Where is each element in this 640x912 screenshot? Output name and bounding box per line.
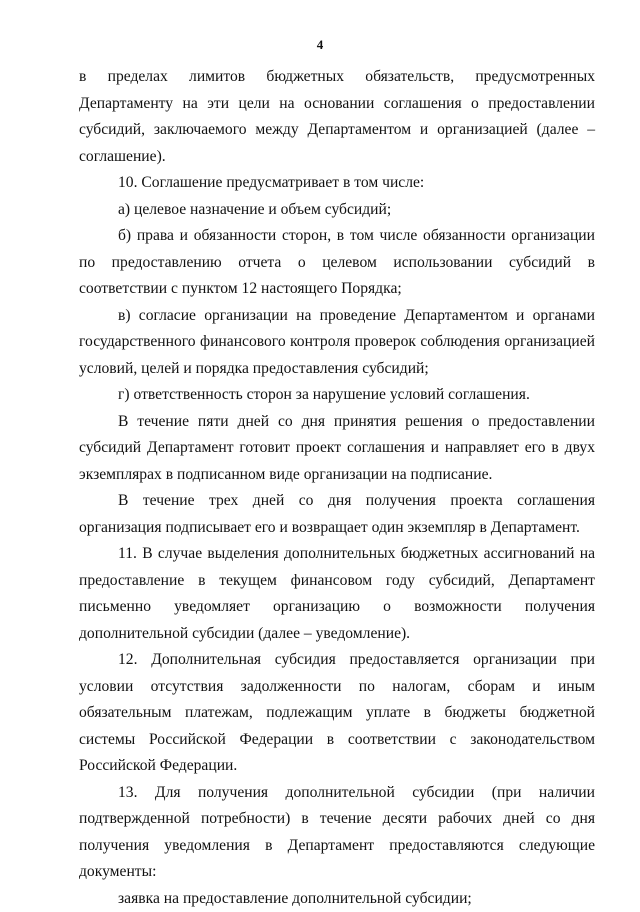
page-number: 4 xyxy=(0,37,640,53)
paragraph-item-13: 13. Для получения дополнительной субсидии (при наличии подтвержденной потребности) в течение десяти рабочих дней со дня получения уведомления в Департамент предоставляются следующие документы: xyxy=(79,780,595,886)
paragraph-item-10a: а) целевое назначение и объем субсидий; xyxy=(79,197,595,224)
paragraph-continuation: в пределах лимитов бюджетных обязательств, предусмотренных Департаменту на эти цели на основании соглашения о предоставлении субсидий, заключаемого между Департаментом и организацией (далее – соглашение). xyxy=(79,64,595,170)
paragraph-item-12: 12. Дополнительная субсидия предоставляется организации при условии отсутствия задолженности по налогам, сборам и иным обязательным платежам, подлежащим уплате в бюджеты бюджетной системы Российской Федерации в соответствии с законодательством Российской Федерации. xyxy=(79,647,595,780)
paragraph-item-10b: б) права и обязанности сторон, в том числе обязанности организации по предоставлению отчета о целевом использовании субсидий в соответствии с пунктом 12 настоящего Порядка; xyxy=(79,223,595,303)
paragraph-item-10v: в) согласие организации на проведение Департаментом и органами государственного финансового контроля проверок соблюдения организацией условий, целей и порядка предоставления субсидий; xyxy=(79,303,595,383)
paragraph-application: заявка на предоставление дополнительной субсидии; xyxy=(79,886,595,912)
paragraph-agreement-signing: В течение трех дней со дня получения проекта соглашения организация подписывает его и возвращает один экземпляр в Департамент. xyxy=(79,488,595,541)
paragraph-item-11: 11. В случае выделения дополнительных бюджетных ассигнований на предоставление в текущем финансовом году субсидий, Департамент письменно уведомляет организацию о возможности получения дополнительной субсидии (далее – уведомление). xyxy=(79,541,595,647)
paragraph-agreement-preparation: В течение пяти дней со дня принятия решения о предоставлении субсидий Департамент готовит проект соглашения и направляет его в двух экземплярах в подписанном виде организации на подписание. xyxy=(79,409,595,489)
paragraph-item-10g: г) ответственность сторон за нарушение условий соглашения. xyxy=(79,382,595,409)
document-body xyxy=(79,64,595,912)
paragraph-item-10: 10. Соглашение предусматривает в том числе: xyxy=(79,170,595,197)
